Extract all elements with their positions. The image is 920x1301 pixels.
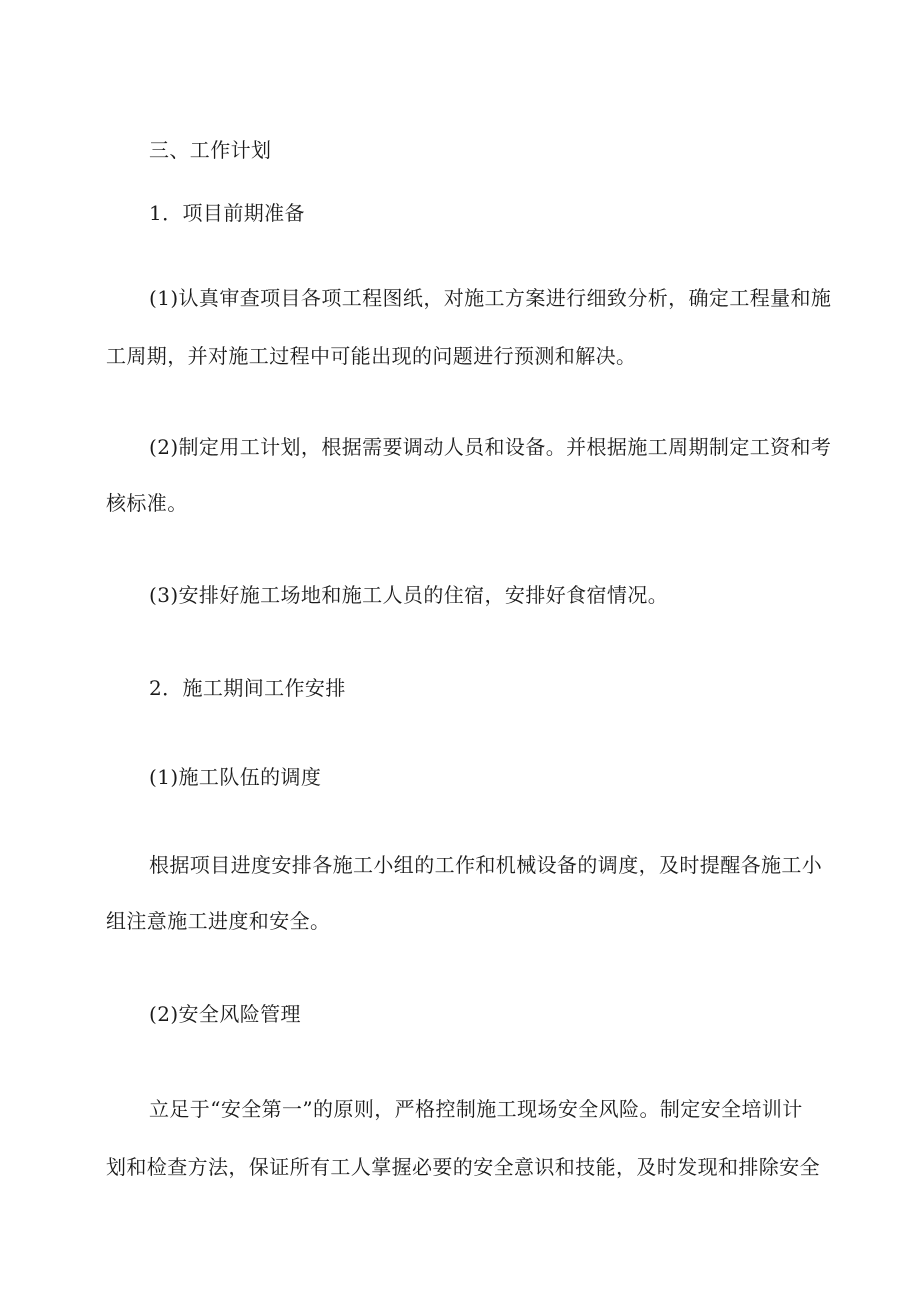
- paragraph-1-label: (1): [149, 286, 179, 310]
- subsection-1-line-2: 组注意施工进度和安全。: [106, 909, 331, 933]
- paragraph-2-line-2: 核标准。: [106, 491, 188, 515]
- paragraph-1-line-2: 工周期，并对施工过程中可能出现的问题进行预测和解决。: [106, 344, 637, 368]
- subsection-1-line-1: 根据项目进度安排各施工小组的工作和机械设备的调度，及时提醒各施工小: [149, 853, 823, 877]
- paragraph-2-text: 制定用工计划，根据需要调动人员和设备。并根据施工周期制定工资和考: [178, 435, 832, 459]
- item-2-heading: 2．施工期间工作安排: [149, 676, 346, 700]
- subsection-2-line-2: 划和检查方法，保证所有工人掌握必要的安全意识和技能，及时发现和排除安全: [106, 1155, 820, 1179]
- paragraph-2-line-1: [149, 435, 831, 459]
- subsection-1-title: (1)施工队伍的调度: [149, 765, 322, 789]
- paragraph-2-label: (2): [149, 435, 179, 459]
- subsection-2-line-1: 立足于“安全第一”的原则，严格控制施工现场安全风险。制定安全培训计: [149, 1097, 803, 1121]
- paragraph-3-text: 安排好施工场地和施工人员的住宿，安排好食宿情况。: [178, 583, 669, 607]
- paragraph-1-text: 认真审查项目各项工程图纸，对施工方案进行细致分析，确定工程量和施: [178, 286, 832, 310]
- paragraph-1-line-1: [149, 286, 831, 310]
- item-1-heading: 1．项目前期准备: [149, 201, 305, 225]
- subsection-2-title: (2)安全风险管理: [149, 1002, 301, 1026]
- section-title: 三、工作计划: [149, 138, 272, 162]
- paragraph-3-line-1: [149, 583, 668, 607]
- paragraph-3-label: (3): [149, 583, 179, 607]
